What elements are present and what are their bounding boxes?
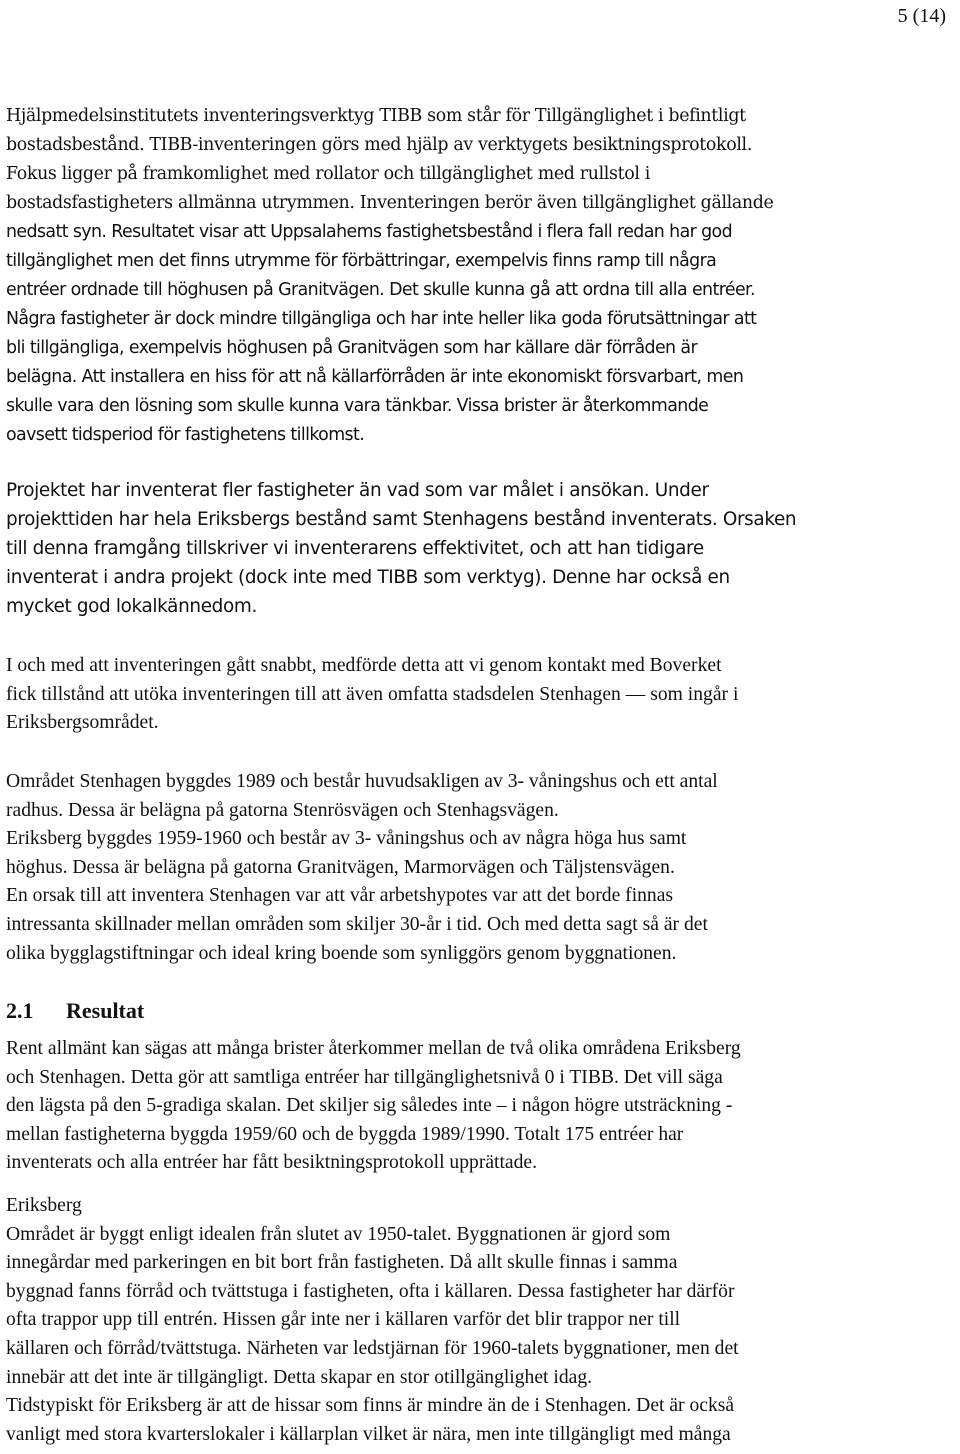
paragraph-project-scope [6,476,956,621]
text-line: intressanta skillnader mellan områden som skiljer 30-år i tid. Och med detta sagt så är det [6,913,708,935]
text-line: mycket god lokalkännedom. [6,596,257,617]
section-title: Resultat [66,998,145,1023]
text-line: inventerats och alla entréer har fått besiktningsprotokoll upprättade. [6,1152,538,1174]
section-number: 2.1 [6,998,34,1023]
paragraph-areas [6,768,956,968]
text-line: källaren och förråd/tvättstuga. Närheten var ledstjärnan för 1960-talets byggnationer, men det [6,1337,739,1359]
text-line: ofta trappor upp till entrén. Hissen går inte ner i källaren varför det blir trappor ner till [6,1309,681,1331]
text-line: bostadsbestånd. TIBB-inventeringen görs med hjälp av verktygets besiktningsprotokoll. [6,135,752,155]
text-line: Tidstypiskt för Eriksberg är att de hissar som finns är mindre än de i Stenhagen. Det är också [6,1395,735,1417]
text-line: belägna. Att installera en hiss för att nå källarförråden är inte ekonomiskt försvarbart, men [6,367,744,387]
text-line: Eriksberg byggdes 1959-1960 och består av 3- våningshus och av några höga hus samt [6,828,687,850]
text-line: Hjälpmedelsinstitutets inventeringsverktyg TIBB som står för Tillgänglighet i befintligt [6,106,746,126]
text-line: höghus. Dessa är belägna på gatorna Granitvägen, Marmorvägen och Täljstensvägen. [6,856,675,878]
section-heading [6,996,144,1026]
paragraph-boverket [6,652,956,738]
text-line: Eriksbergsområdet. [6,712,159,734]
text-line: mellan fastigheterna byggda 1959/60 och de byggda 1989/1990. Totalt 175 entréer har [6,1123,684,1145]
text-line: innegårdar med parkeringen en bit bort från fastigheten. Då allt skulle finnas i samma [6,1252,678,1274]
text-line: nedsatt syn. Resultatet visar att Uppsalahems fastighetsbestånd i flera fall redan har god [6,222,733,242]
text-line: Fokus ligger på framkomlighet med rollator och tillgänglighet med rullstol i [6,164,650,184]
text-line: och Stenhagen. Detta gör att samtliga entréer har tillgänglighetsnivå 0 i TIBB. Det vill säga [6,1066,723,1088]
paragraph-results [6,1035,956,1178]
text-line: oavsett tidsperiod för fastighetens tillkomst. [6,425,365,445]
text-line: bostadsfastigheters allmänna utrymmen. Inventeringen berör även tillgänglighet gällande [6,193,774,213]
page-number: 5 (14) [897,5,946,27]
text-line: fick tillstånd att utöka inventeringen till att även omfatta stadsdelen Stenhagen — som ingår i [6,683,739,705]
text-line: olika bygglagstiftningar och ideal kring boende som synliggörs genom byggnationen. [6,942,677,964]
text-line: byggnad fanns förråd och tvättstuga i fastigheten, ofta i källaren. Dessa fastigheter har därför [6,1280,735,1302]
text-line: skulle vara den lösning som skulle kunna vara tänkbar. Vissa brister är återkommande [6,396,709,416]
text-line: En orsak till att inventera Stenhagen var att vår arbetshypotes var att det borde finnas [6,885,674,907]
text-line: Några fastigheter är dock mindre tillgängliga och har inte heller lika goda förutsättningar att [6,309,757,329]
paragraph-eriksberg [6,1192,956,1449]
subheading-eriksberg: Eriksberg [6,1195,82,1216]
text-line: den lägsta på den 5-gradiga skalan. Det skiljer sig således inte – i någon högre utsträckning - [6,1095,733,1117]
text-line: Rent allmänt kan sägas att många brister återkommer mellan de två olika områdena Eriksberg [6,1038,741,1059]
text-line: projekttiden har hela Eriksbergs bestånd samt Stenhagens bestånd inventerats. Orsaken [6,509,797,530]
text-line: innebär att det inte är tillgängligt. Detta skapar en stor otillgänglighet idag. [6,1366,593,1388]
text-line: entréer ordnade till höghusen på Granitvägen. Det skulle kunna gå att ordna till alla entréer. [6,280,755,300]
text-line: till denna framgång tillskriver vi inventerarens effektivitet, och att han tidigare [6,538,704,559]
text-line: inventerat i andra projekt (dock inte med TIBB som verktyg). Denne har också en [6,567,730,588]
text-line: bli tillgängliga, exempelvis höghusen på Granitvägen som har källare där förråden är [6,338,698,358]
text-line: Projektet har inventerat fler fastigheter än vad som var målet i ansökan. Under [6,480,709,501]
text-line: tillgänglighet men det finns utrymme för förbättringar, exempelvis finns ramp till några [6,251,717,271]
text-line: radhus. Dessa är belägna på gatorna Stenrösvägen och Stenhagsvägen. [6,799,559,821]
text-line: Området Stenhagen byggdes 1989 och består huvudsakligen av 3- våningshus och ett antal [6,771,718,792]
text-line: I och med att inventeringen gått snabbt, medförde detta att vi genom kontakt med Boverket [6,655,722,676]
paragraph-tibb-intro [6,102,956,450]
text-line: Området är byggt enligt idealen från slutet av 1950-talet. Byggnationen är gjord som [6,1223,671,1245]
text-line: vanligt med stora kvarterslokaler i källarplan vilket är nära, men inte tillgängligt med många [6,1423,731,1445]
